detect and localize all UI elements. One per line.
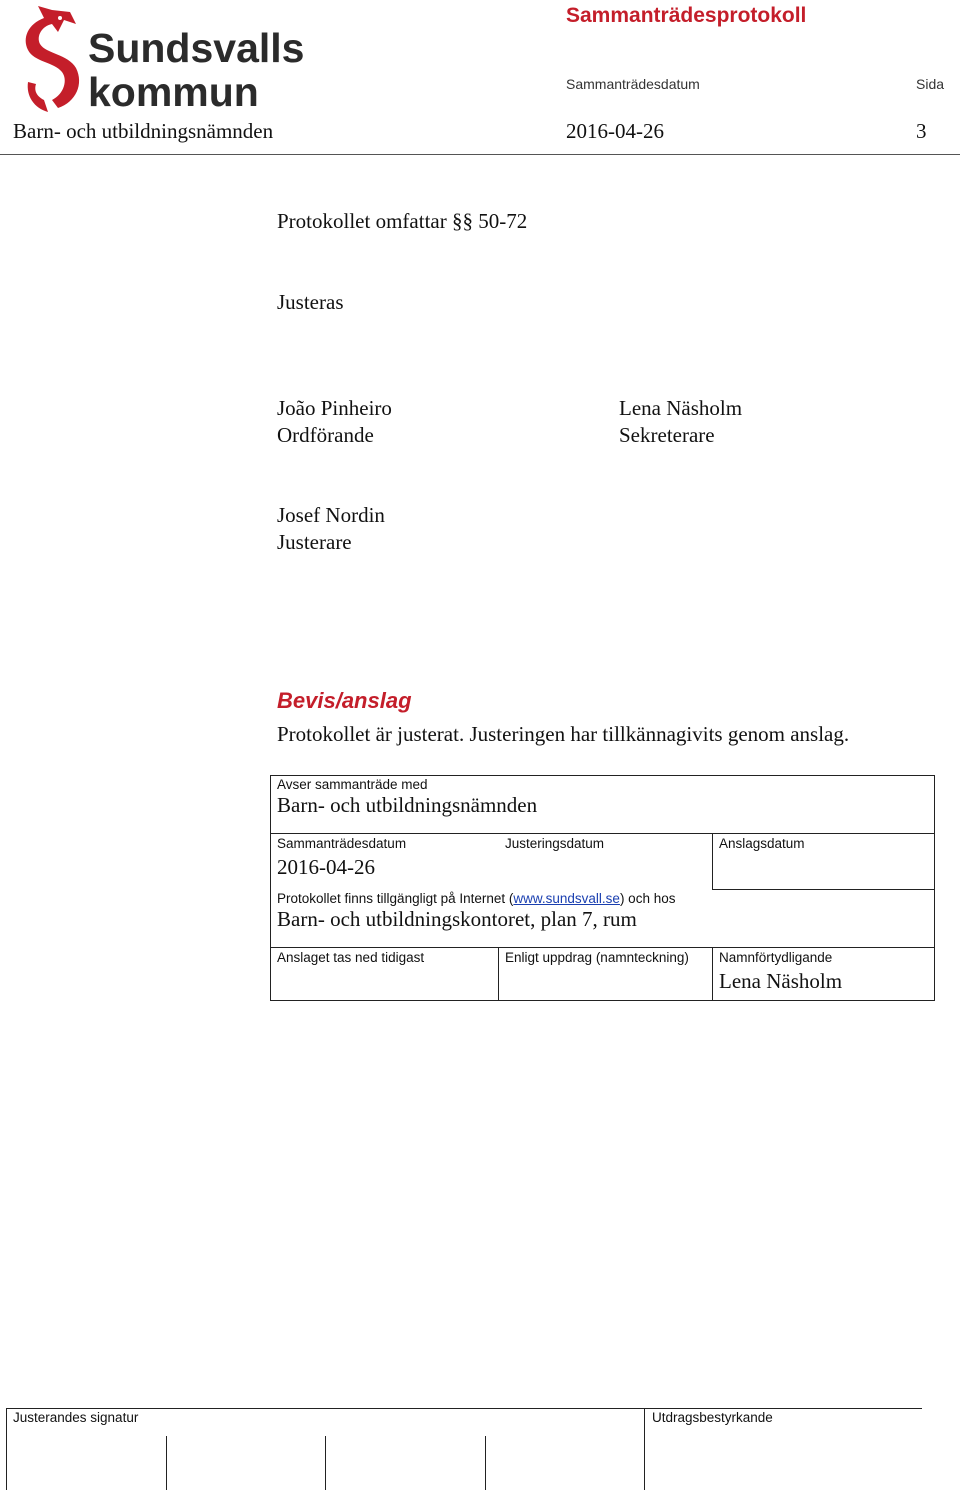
header-page-label: Sida [916,76,945,92]
dragon-emblem-icon [26,6,79,112]
logo-line1: Sundsvalls [88,25,305,71]
meeting-label: Avser sammanträde med [277,777,428,792]
anslag-col-divider [498,947,499,1001]
location-value: Barn- och utbildningskontoret, plan 7, rum [277,907,637,931]
document-title: Sammanträdesprotokoll [566,4,807,27]
meeting-value: Barn- och utbildningsnämnden [277,793,538,817]
logo-line2: kommun [88,69,259,115]
footer-divider [644,1408,645,1490]
clarification-value: Lena Näsholm [719,969,843,993]
adjuster-role: Justerare [277,530,352,554]
anslag-row-divider [270,833,935,834]
footer-signature-slot-divider [166,1436,167,1490]
anslag-row-divider [712,889,935,890]
footer-signature-slot-divider [325,1436,326,1490]
bevis-heading: Bevis/anslag [277,688,412,713]
secretary-name: Lena Näsholm [619,396,743,420]
header-date: 2016-04-26 [566,119,664,143]
anslag-col-divider [712,947,713,1001]
extract-label: Utdragsbestyrkande [652,1410,773,1425]
footer-top-rule [6,1408,922,1409]
adjusted-heading: Justeras [277,290,344,314]
sundsvalls-kommun-logo [18,4,308,116]
availability-prefix: Protokollet finns tillgängligt på Internet ( [277,891,514,906]
clarification-label: Namnförtydligande [719,950,833,965]
protocol-scope: Protokollet omfattar §§ 50-72 [277,209,528,233]
header-page-number: 3 [916,119,927,143]
adjuster-name: Josef Nordin [277,503,385,527]
removal-label: Anslaget tas ned tidigast [277,950,425,965]
assignment-label: Enligt uppdrag (namnteckning) [505,950,689,965]
secretary-role: Sekreterare [619,423,715,447]
footer-divider [6,1408,7,1490]
availability-suffix: ) och hos [619,891,676,906]
posting-date-label: Anslagsdatum [719,836,805,851]
signatures-label: Justerandes signatur [13,1410,139,1425]
website-link[interactable]: www.sundsvall.se [513,891,620,906]
anslag-col-divider [712,833,713,889]
header-divider [0,154,960,155]
anslag-row-divider [270,947,935,948]
header-date-label: Sammanträdesdatum [566,76,700,92]
availability-note [277,891,675,906]
chair-name: João Pinheiro [277,396,392,420]
adjust-date-label: Justeringsdatum [505,836,605,851]
footer-signature-slot-divider [485,1436,486,1490]
header-committee: Barn- och utbildningsnämnden [13,119,274,143]
meeting-date-value: 2016-04-26 [277,855,375,879]
chair-role: Ordförande [277,423,374,447]
bevis-text: Protokollet är justerat. Justeringen har tillkännagivits genom anslag. [277,722,850,746]
meeting-date-label: Sammanträdesdatum [277,836,407,851]
